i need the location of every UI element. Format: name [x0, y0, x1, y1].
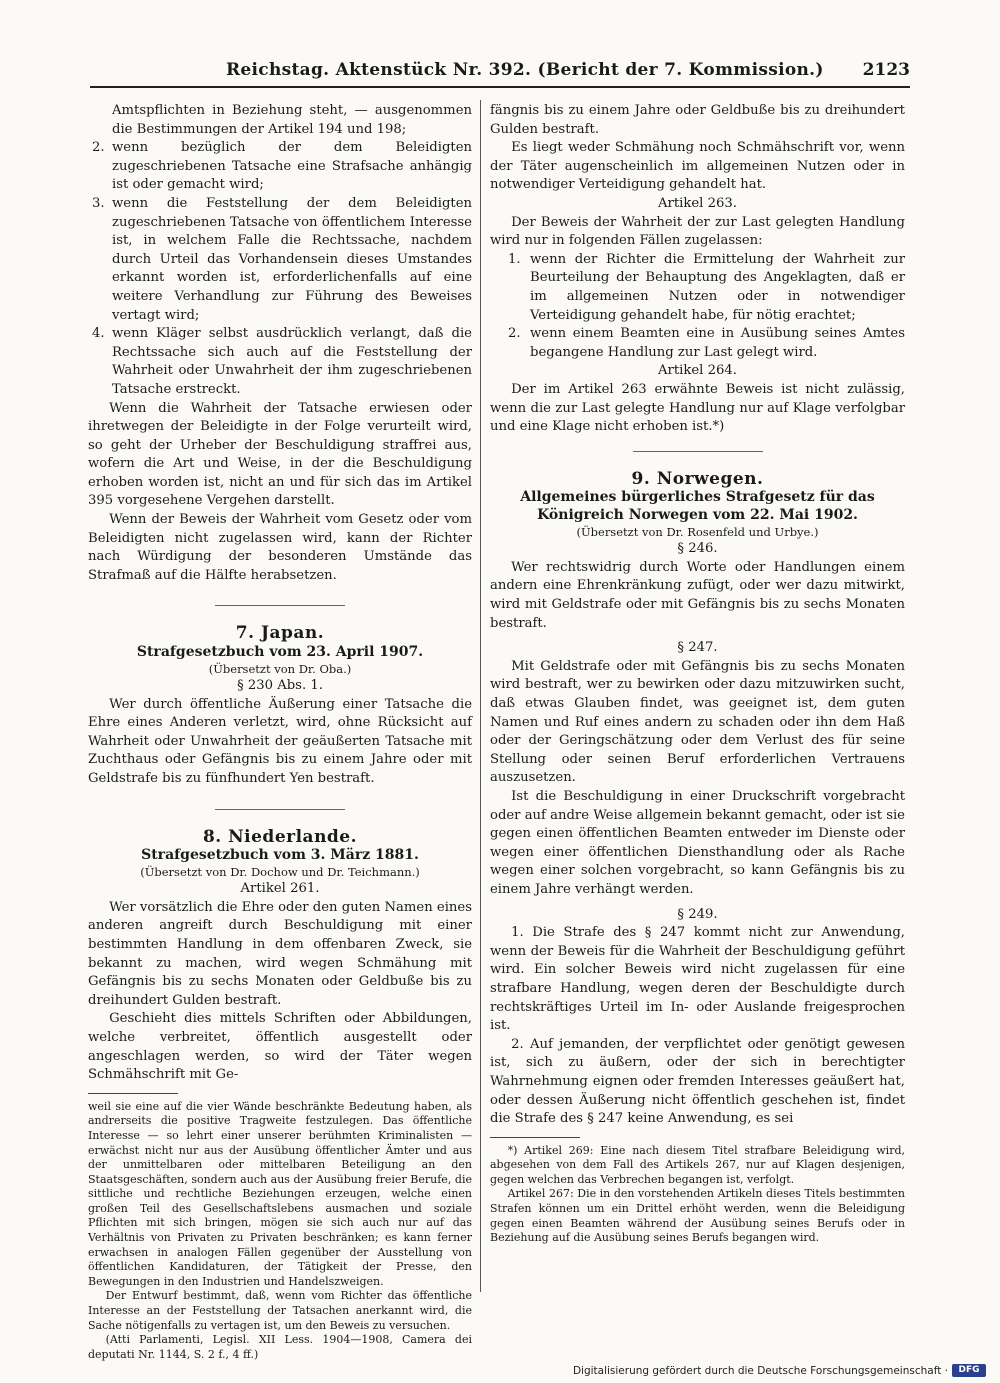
paragraph: Wer rechtswidrig durch Worte oder Handlungen einem andern eine Ehrenkränkung zufügt, oder wer dazu mitwirkt, wird mit Geldstrafe oder mit Gefängnis bis zu sechs Monaten bestraft.: [490, 559, 905, 631]
article-number: Artikel 263.: [658, 195, 737, 211]
paragraph: Mit Geldstrafe oder mit Gefängnis bis zu sechs Monaten wird bestraft, wer zu bewirken oder dazu mitzuwirken sucht, daß etwas Glauben findet, was geeignet ist, dem guten Namen und Ruf eines andern zu schaden oder ihn dem Haß oder der Geringschätzung oder dem Verlust des für seine Stellung oder seinen Beruf erforderlichen Vertrauens auszusetzen.: [490, 658, 905, 786]
translator-note: (Übersetzt von Dr. Dochow und Dr. Teichmann.): [140, 865, 420, 880]
section-separator: [633, 451, 763, 452]
list-item: [490, 325, 905, 362]
law-title: Königreich Norwegen vom 22. Mai 1902.: [537, 507, 858, 524]
section-number: § 230 Abs. 1.: [237, 678, 323, 694]
page-header: [90, 60, 910, 86]
paragraph: Wenn die Wahrheit der Tatsache erwiesen oder ihretwegen der Beleidigte in der Folge verurteilt wird, so geht der Urheber der Beschuldigung straffrei aus, wofern die Art und Weise, in der die Beschuldigung erhoben worden ist, nicht an und für sich das im Artikel 395 vorgesehene Vergehen darstellt.: [88, 400, 472, 509]
section-number: § 246.: [677, 541, 718, 557]
list-text: wenn Kläger selbst ausdrücklich verlangt, daß die Rechtssache sich auch auf die Feststellung der Wahrheit oder Unwahrheit der ihm zugeschriebenen Tatsache erstreckt.: [112, 326, 472, 397]
list-item: [88, 139, 472, 195]
section-title-netherlands: 8. Niederlande.: [202, 826, 358, 847]
article-number: Artikel 261.: [240, 881, 320, 897]
list-item: [88, 195, 472, 325]
paragraph: Wer durch öffentliche Äußerung einer Tatsache die Ehre eines Anderen verletzt, wird, ohne Rücksicht auf Wahrheit oder Unwahrheit der geäußerten Tatsache mit Zuchthaus oder Gefängnis bis zu einem Jahre oder mit Geldstrafe bis zu fünfhundert Yen bestraft.: [88, 696, 472, 786]
paragraph: 1. Die Strafe des § 247 kommt nicht zur Anwendung, wenn der Beweis für die Wahrheit der Beschuldigung geführt wird. Ein solcher Beweis wird nicht zugelassen für eine strafbare Handlung, wegen deren der Beschuldigte durch rechtskräftiges Urteil im In- oder Auslande freigesprochen ist.: [490, 925, 905, 1034]
translator-note: (Übersetzt von Dr. Rosenfeld und Urbye.): [576, 525, 819, 540]
list-number: 2.: [508, 326, 521, 342]
paragraph: Der Beweis der Wahrheit der zur Last gelegten Handlung wird nur in folgenden Fällen zugelassen:: [490, 214, 905, 249]
paragraph: 2. Auf jemanden, der verpflichtet oder genötigt gewesen ist, sich zu äußern, oder der sich in berechtigter Wahrnehmung eignen oder fremden Interesses geäußert hat, oder dessen Äußerung nicht öffentlich geschehen ist, findet die Strafe des § 247 keine Anwendung, es sei: [490, 1036, 905, 1127]
running-head: Reichstag. Aktenstück Nr. 392. (Bericht der 7. Kommission.): [226, 60, 824, 80]
translator-note: (Übersetzt von Dr. Oba.): [208, 662, 352, 677]
left-list: [88, 139, 472, 399]
article-number: Artikel 264.: [658, 363, 737, 379]
section-separator: [215, 605, 345, 606]
paragraph: Geschieht dies mittels Schriften oder Abbildungen, welche verbreitet, öffentlich ausgestellt oder angeschlagen werden, so wird der Täter wegen Schmähschrift mit Ge-: [88, 1011, 472, 1083]
footnote-rule: [88, 1093, 178, 1094]
continued-text: Amtspflichten in Beziehung steht, — ausgenommen die Bestimmungen der Artikel 194 und 198;: [112, 103, 472, 137]
right-column: [490, 102, 905, 1246]
paragraph: Der im Artikel 263 erwähnte Beweis ist nicht zulässig, wenn die zur Last gelegte Handlung nur auf Klage verfolgbar und eine Klage nicht erhoben ist.*): [490, 381, 905, 435]
column-divider: [480, 100, 481, 1292]
section-title-japan: 7. Japan.: [235, 623, 325, 644]
paragraph: Es liegt weder Schmähung noch Schmähschrift vor, wenn der Täter augenscheinlich im allgemeinen Nutzen oder in notwendiger Verteidigung gehandelt hat.: [490, 140, 905, 193]
list-number: 3.: [92, 195, 105, 211]
list-item: [88, 325, 472, 399]
footnote-rule: [490, 1137, 580, 1138]
list-number: 1.: [508, 251, 521, 267]
law-title: Strafgesetzbuch vom 23. April 1907.: [136, 644, 424, 661]
list-text: wenn einem Beamten eine in Ausübung seines Amtes begangene Handlung zur Last gelegt wird.: [530, 326, 905, 360]
left-column: [88, 102, 472, 1362]
continued-text: fängnis bis zu einem Jahre oder Geldbuße bis zu dreihundert Gulden bestraft.: [490, 103, 905, 137]
paragraph: Wenn der Beweis der Wahrheit vom Gesetz oder vom Beleidigten nicht zugelassen wird, kann der Richter nach Würdigung der besonderen Umstände das Strafmaß auf die Hälfte herabsetzen.: [88, 512, 472, 583]
section-number: § 249.: [677, 906, 718, 922]
header-rule: [90, 86, 910, 88]
law-title: Strafgesetzbuch vom 3. März 1881.: [141, 847, 419, 864]
right-list: [490, 251, 905, 363]
list-text: wenn bezüglich der dem Beleidigten zugeschriebenen Tatsache eine Strafsache anhängig ist oder gemacht wird;: [112, 140, 472, 193]
list-text: wenn der Richter die Ermittelung der Wahrheit zur Beurteilung der Behauptung des Angeklagten, daß er im allgemeinen Nutzen oder in notwendiger Verteidigung gehandelt habe, für nötig erachtet;: [530, 251, 905, 323]
footnote: Der Entwurf bestimmt, daß, wenn vom Richter das öffentliche Interesse an der Feststellung der Tatsachen anerkannt wird, die Sache nötigenfalls zu vertagen ist, um den Beweis zu versuchen.: [88, 1289, 472, 1332]
footnote: *) Artikel 269: Eine nach diesem Titel strafbare Beleidigung wird, abgesehen von dem Fall des Artikels 267, nur auf Klagen desjenigen, gegen welchen das Verbrechen begangen ist, verfolgt.: [490, 1143, 905, 1186]
digitization-text: Digitalisierung gefördert durch die Deutsche Forschungsgemeinschaft ·: [572, 1364, 948, 1377]
paragraph: Ist die Beschuldigung in einer Druckschrift vorgebracht oder auf andre Weise allgemein bekannt gemacht, oder ist sie gegen einen öffentlichen Beamten entweder im Dienste oder wegen einer öffentlichen Diensthandlung oder als Rache wegen einer solchen vorgebracht, so kann Gefängnis bis zu einem Jahre verhängt werden.: [490, 789, 905, 897]
footnote: Artikel 267: Die in den vorstehenden Artikeln dieses Titels bestimmten Strafen können um ein Drittel erhöht werden, wenn die Beleidigung gegen einen Beamten während der Ausübung seines Berufs oder in Beziehung auf die Ausübung seines Berufs begangen wird.: [490, 1187, 905, 1245]
paragraph: Wer vorsätzlich die Ehre oder den guten Namen eines anderen angreift durch Beschuldigung mit einer bestimmten Handlung in dem offenbaren Zweck, sie bekannt zu machen, wird wegen Schmähung mit Gefängnis bis zu sechs Monaten oder Geldbuße bis zu dreihundert Gulden bestraft.: [88, 899, 472, 1008]
list-number: 2.: [92, 140, 105, 156]
list-item: [490, 251, 905, 325]
digitization-notice: [573, 1364, 986, 1377]
section-title-norway: 9. Norwegen.: [631, 468, 764, 489]
section-separator: [215, 809, 345, 810]
footnote: weil sie eine auf die vier Wände beschränkte Bedeutung haben, als andrerseits die positive Tragweite festzulegen. Das öffentliche Interesse — so lehrt einer unserer berühmten Kriminalisten — erwächst nicht nur aus der Ausübung öffentlicher Ämter und aus der unmittelbaren oder mittelbaren Beteiligung an den Staatsgeschäften, sondern auch aus der Ausübung freier Berufe, die sittliche und rechtliche Beziehungen erzeugen, welche einen großen Teil des Gesellschaftslebens ausmachen und soziale Pflichten mit sich bringen, mögen sie sich auch nur auf das Verhältnis von Privaten zu Privaten beschränken; es kann ferner erwachsen in analogen Fällen gegenüber der Ausstellung von öffentlichen Kandidaturen, der Tätigkeit der Presse, den Bewegungen in den Industrien und Handelszweigen.: [88, 1099, 472, 1288]
list-number: 4.: [92, 326, 105, 342]
footnote-citation: (Atti Parlamenti, Legisl. XII Less. 1904—1908, Camera dei deputati Nr. 1144, S. 2 f., 4 ff.): [88, 1333, 472, 1361]
page-number: 2123: [862, 60, 910, 80]
section-number: § 247.: [677, 640, 718, 656]
dfg-logo-icon: DFG: [952, 1364, 986, 1377]
list-text: wenn die Feststellung der dem Beleidigten zugeschriebenen Tatsache von öffentlichem Interesse ist, in welchem Falle die Rechtssache, nachdem durch Urteil das Vorhandensein dieses Umstandes erkannt worden ist, erforderlichenfalls auf eine weitere Verhandlung zur Führung des Beweises vertagt wird;: [112, 195, 472, 323]
law-title: Allgemeines bürgerliches Strafgesetz für das: [520, 489, 875, 506]
